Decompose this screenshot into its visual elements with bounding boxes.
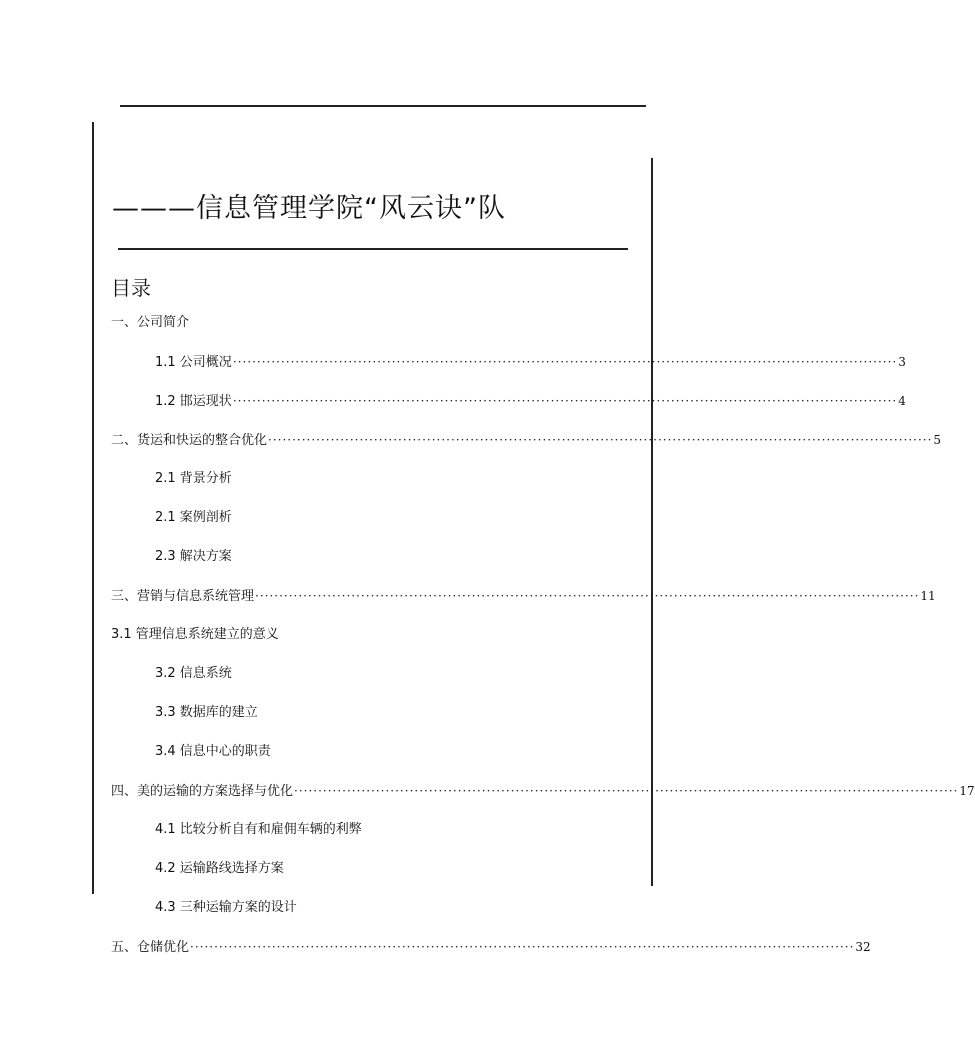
toc-label: 二、货运和快运的整合优化 xyxy=(111,433,268,448)
left-margin-bar xyxy=(92,122,94,894)
toc-entry-4-2[interactable] xyxy=(155,859,284,879)
toc-label: 3.4 信息中心的职责 xyxy=(155,744,271,759)
toc-entry-2-1[interactable] xyxy=(155,469,232,489)
toc-page-number: 4 xyxy=(898,394,906,408)
header-rule xyxy=(120,105,646,107)
document-title: ———信息管理学院“风云诀”队 xyxy=(112,193,506,224)
toc-entry-section-3[interactable] xyxy=(111,586,936,606)
toc-entry-section-4[interactable] xyxy=(111,781,975,801)
toc-label: 2.1 背景分析 xyxy=(155,471,232,486)
toc-page-number: 5 xyxy=(933,433,942,447)
toc-entry-4-1[interactable] xyxy=(155,820,362,840)
toc-entry-section-2[interactable] xyxy=(111,430,942,450)
toc-entry-2-1b[interactable] xyxy=(155,508,232,528)
toc-leader: ·········································································································································· xyxy=(268,433,933,447)
toc-page-number: 11 xyxy=(920,589,936,603)
toc-label: 2.3 解决方案 xyxy=(155,549,232,564)
toc-label: 三、营销与信息系统管理 xyxy=(111,589,255,604)
toc-page-number: 17 xyxy=(959,784,975,798)
toc-entry-2-3[interactable] xyxy=(155,547,232,567)
toc-leader: ·········································································································································· xyxy=(232,394,898,408)
toc-label: 1.2 邯运现状 xyxy=(155,394,232,409)
toc-leader: ·········································································································································· xyxy=(232,355,898,369)
toc-label: 2.1 案例剖析 xyxy=(155,510,232,525)
toc-label: 3.3 数据库的建立 xyxy=(155,705,258,720)
toc-page-number: 3 xyxy=(898,355,906,369)
toc-entry-4-3[interactable] xyxy=(155,898,297,918)
toc-label: 五、仓储优化 xyxy=(111,940,190,955)
toc-heading: 目录 xyxy=(111,276,151,300)
toc-entry-3-1[interactable] xyxy=(111,625,279,645)
toc-leader: ·········································································································································· xyxy=(255,589,920,603)
toc-entry-3-3[interactable] xyxy=(155,703,258,723)
toc-label: 一、公司简介 xyxy=(111,315,190,330)
toc-entry-section-5[interactable] xyxy=(111,937,871,957)
toc-page-number: 32 xyxy=(855,940,871,954)
toc-entry-1-2[interactable] xyxy=(155,391,906,411)
right-margin-bar xyxy=(651,158,653,886)
toc-leader: ·········································································································································· xyxy=(190,940,855,954)
toc-label: 3.2 信息系统 xyxy=(155,666,232,681)
toc-label: 1.1 公司概况 xyxy=(155,355,232,370)
title-underline xyxy=(118,248,628,250)
toc-label: 四、美的运输的方案选择与优化 xyxy=(111,784,294,799)
toc-label: 4.1 比较分析自有和雇佣车辆的利弊 xyxy=(155,822,362,837)
toc-label: 4.3 三种运输方案的设计 xyxy=(155,900,297,915)
toc-label: 4.2 运输路线选择方案 xyxy=(155,861,284,876)
toc-entry-1-1[interactable] xyxy=(155,352,906,372)
toc-entry-3-2[interactable] xyxy=(155,664,232,684)
toc-entry-3-4[interactable] xyxy=(155,742,271,762)
toc-label: 3.1 管理信息系统建立的意义 xyxy=(111,627,279,642)
toc-entry-section-1[interactable] xyxy=(111,313,189,333)
toc-leader: ·········································································································································· xyxy=(294,784,959,798)
